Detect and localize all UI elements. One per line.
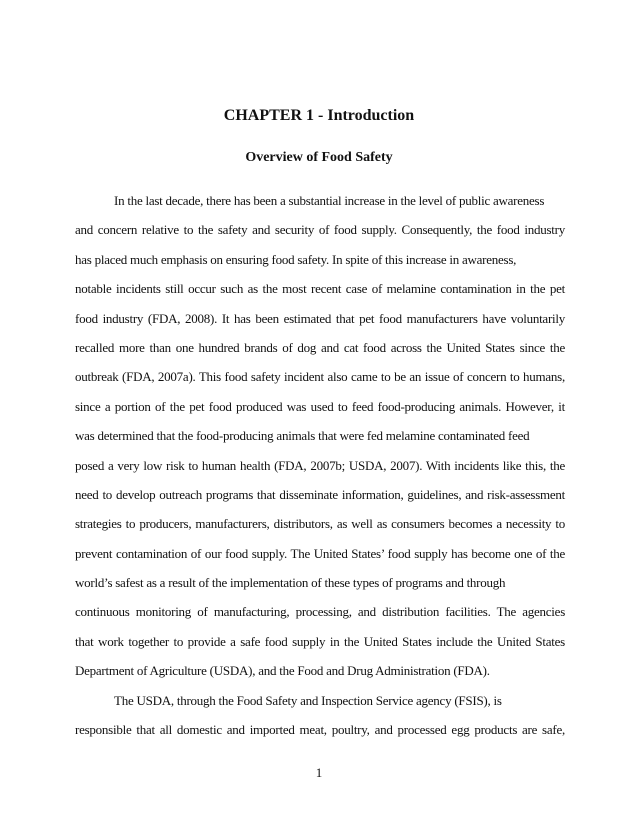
page-number: 1: [315, 765, 323, 780]
paragraph-line: and concern relative to the safety and security of food supply. Consequently, the food industry: [75, 222, 565, 238]
paragraph-line: In the last decade, there has been a substantial increase in the level of public awareness: [114, 193, 545, 208]
paragraph-line: Department of Agriculture (USDA), and the Food and Drug Administration (FDA).: [75, 663, 490, 679]
paragraph-line: food industry (FDA, 2008). It has been estimated that pet food manufacturers have voluntarily: [75, 310, 565, 326]
paragraph-line: notable incidents still occur such as the most recent case of melamine contamination in the pet: [75, 281, 565, 297]
paragraph-line: posed a very low risk to human health (FDA, 2007b; USDA, 2007). With incidents like this, the: [75, 457, 565, 473]
paragraph-line: that work together to provide a safe food supply in the United States include the United States: [75, 633, 565, 649]
paragraph-line: outbreak (FDA, 2007a). This food safety incident also came to be an issue of concern to humans,: [75, 369, 565, 385]
paragraph-line: strategies to producers, manufacturers, distributors, as well as consumers becomes a necessity to: [75, 516, 565, 532]
paragraph-line: need to develop outreach programs that disseminate information, guidelines, and risk-assessment: [75, 486, 565, 502]
body-text: [75, 186, 565, 744]
paragraph-line: world’s safest as a result of the implementation of these types of programs and through: [75, 575, 506, 591]
paragraph-line: was determined that the food-producing animals that were fed melamine contaminated feed: [75, 428, 530, 444]
paragraph-line: has placed much emphasis on ensuring food safety. In spite of this increase in awareness,: [75, 251, 517, 267]
paragraph-line: prevent contamination of our food supply. The United States’ food supply has become one of the: [75, 545, 565, 561]
paragraph-line: The USDA, through the Food Safety and Inspection Service agency (FSIS), is: [114, 692, 502, 708]
paragraph-line: continuous monitoring of manufacturing, processing, and distribution facilities. The agencies: [75, 604, 565, 620]
paragraph-line: responsible that all domestic and imported meat, poultry, and processed egg products are safe,: [75, 722, 565, 738]
section-title: Overview of Food Safety: [245, 150, 393, 165]
chapter-title: CHAPTER 1 - Introduction: [223, 107, 415, 124]
paragraph-line: recalled more than one hundred brands of dog and cat food across the United States since the: [75, 339, 565, 355]
paragraph-line: since a portion of the pet food produced was used to feed food-producing animals. However, it: [75, 398, 565, 414]
